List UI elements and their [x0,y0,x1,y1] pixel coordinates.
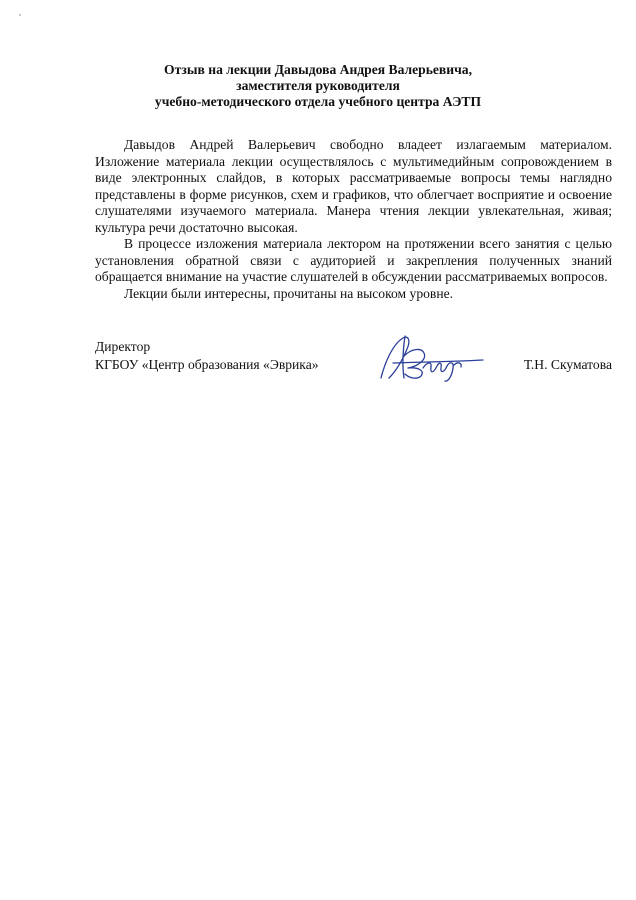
signatory-name: Т.Н. Скуматова [523,357,612,372]
signature-block [95,338,612,398]
scan-speck [19,14,21,16]
body-paragraph: Лекции были интересны, прочитаны на высоком уровне. [124,285,454,301]
handwritten-signature [375,332,487,384]
title-line: учебно-методического отдела учебного центра АЭТП [154,94,482,109]
document-title [90,62,546,110]
signatory-position: Директор [95,339,151,354]
title-line: заместителя руководителя [236,78,400,93]
signatory-organization: КГБОУ «Центр образования «Эврика» [95,357,319,372]
body-paragraph: Давыдов Андрей Валерьевич свободно владеет излагаемым материалом. Изложение материала лекции осуществлялось с мультимедийным сопровождением в виде электронных слайдов, в которых рассматриваемые вопросы темы наглядно представлены в форме рисунков, схем и графиков, что облегчает восприятие и освоение слушателями изучаемого материала. Манера чтения лекции увлекательная, живая; культура речи достаточно высокая. [95,137,612,235]
document-body [95,137,612,302]
title-line: Отзыв на лекции Давыдова Андрея Валерьевича, [164,62,472,77]
body-paragraph: В процессе изложения материала лектором на протяжении всего занятия с целью установления обратной связи с аудиторией и закрепления полученных знаний обращается внимание на участие слушателей в обсуждении рассматриваемых вопросов. [95,236,612,284]
